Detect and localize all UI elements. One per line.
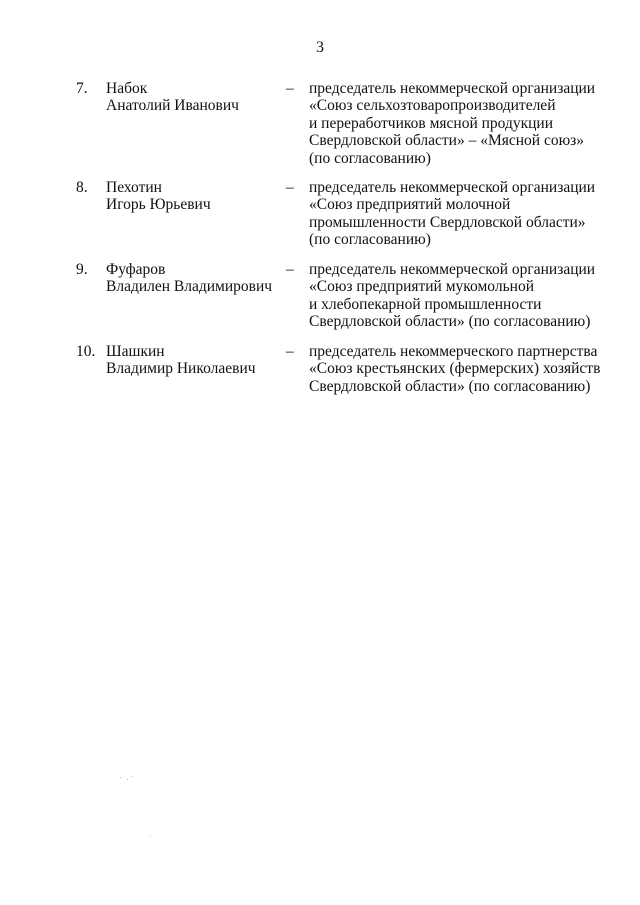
description-line: «Союз предприятий молочной	[309, 196, 511, 214]
description-line: «Союз предприятий мукомольной	[309, 278, 534, 296]
description-line: «Союз сельхозтоваропроизводителей	[309, 97, 556, 115]
given-names: Владимир Николаевич	[106, 360, 256, 378]
person-name	[106, 261, 272, 296]
dash: –	[286, 343, 294, 360]
scan-speck	[127, 779, 128, 780]
position-description	[309, 343, 609, 395]
given-names: Владилен Владимирович	[106, 278, 273, 296]
dash: –	[286, 261, 294, 278]
description-line: промышленности Свердловской области»	[309, 213, 586, 231]
person-name	[106, 179, 211, 214]
position-description	[309, 261, 609, 331]
scan-speck	[150, 836, 151, 837]
item-number: 9.	[76, 261, 88, 278]
surname: Пехотин	[106, 179, 162, 196]
page-number: 3	[316, 39, 324, 56]
description-line: (по согласованию)	[309, 149, 431, 167]
description-line: председатель некоммерческой организации	[309, 179, 596, 196]
item-number: 8.	[76, 179, 88, 196]
surname: Шашкин	[106, 343, 165, 360]
person-name	[106, 343, 256, 378]
description-line: и хлебопекарной промышленности	[309, 295, 542, 313]
description-line: (по согласованию)	[309, 231, 431, 249]
scan-speck	[120, 777, 121, 778]
position-description	[309, 80, 609, 167]
given-names: Анатолий Иванович	[106, 97, 239, 115]
description-line: Свердловской области» (по согласованию)	[309, 313, 591, 331]
description-line: Свердловской области» – «Мясной союз»	[309, 132, 585, 150]
description-line: председатель некоммерческого партнерства	[309, 343, 598, 360]
dash: –	[286, 80, 294, 97]
description-line: и переработчиков мясной продукции	[309, 114, 554, 132]
given-names: Игорь Юрьевич	[106, 196, 211, 214]
dash: –	[286, 179, 294, 196]
description-line: председатель некоммерческой организации	[309, 80, 596, 97]
surname: Фуфаров	[106, 261, 166, 278]
position-description	[309, 179, 609, 249]
description-line: «Союз крестьянских (фермерских) хозяйств	[309, 360, 601, 378]
person-name	[106, 80, 239, 115]
item-number: 10.	[76, 343, 96, 360]
surname: Набок	[106, 80, 148, 97]
description-line: Свердловской области» (по согласованию)	[309, 377, 591, 395]
description-line: председатель некоммерческой организации	[309, 261, 596, 278]
scan-speck	[132, 776, 133, 777]
item-number: 7.	[76, 80, 88, 97]
